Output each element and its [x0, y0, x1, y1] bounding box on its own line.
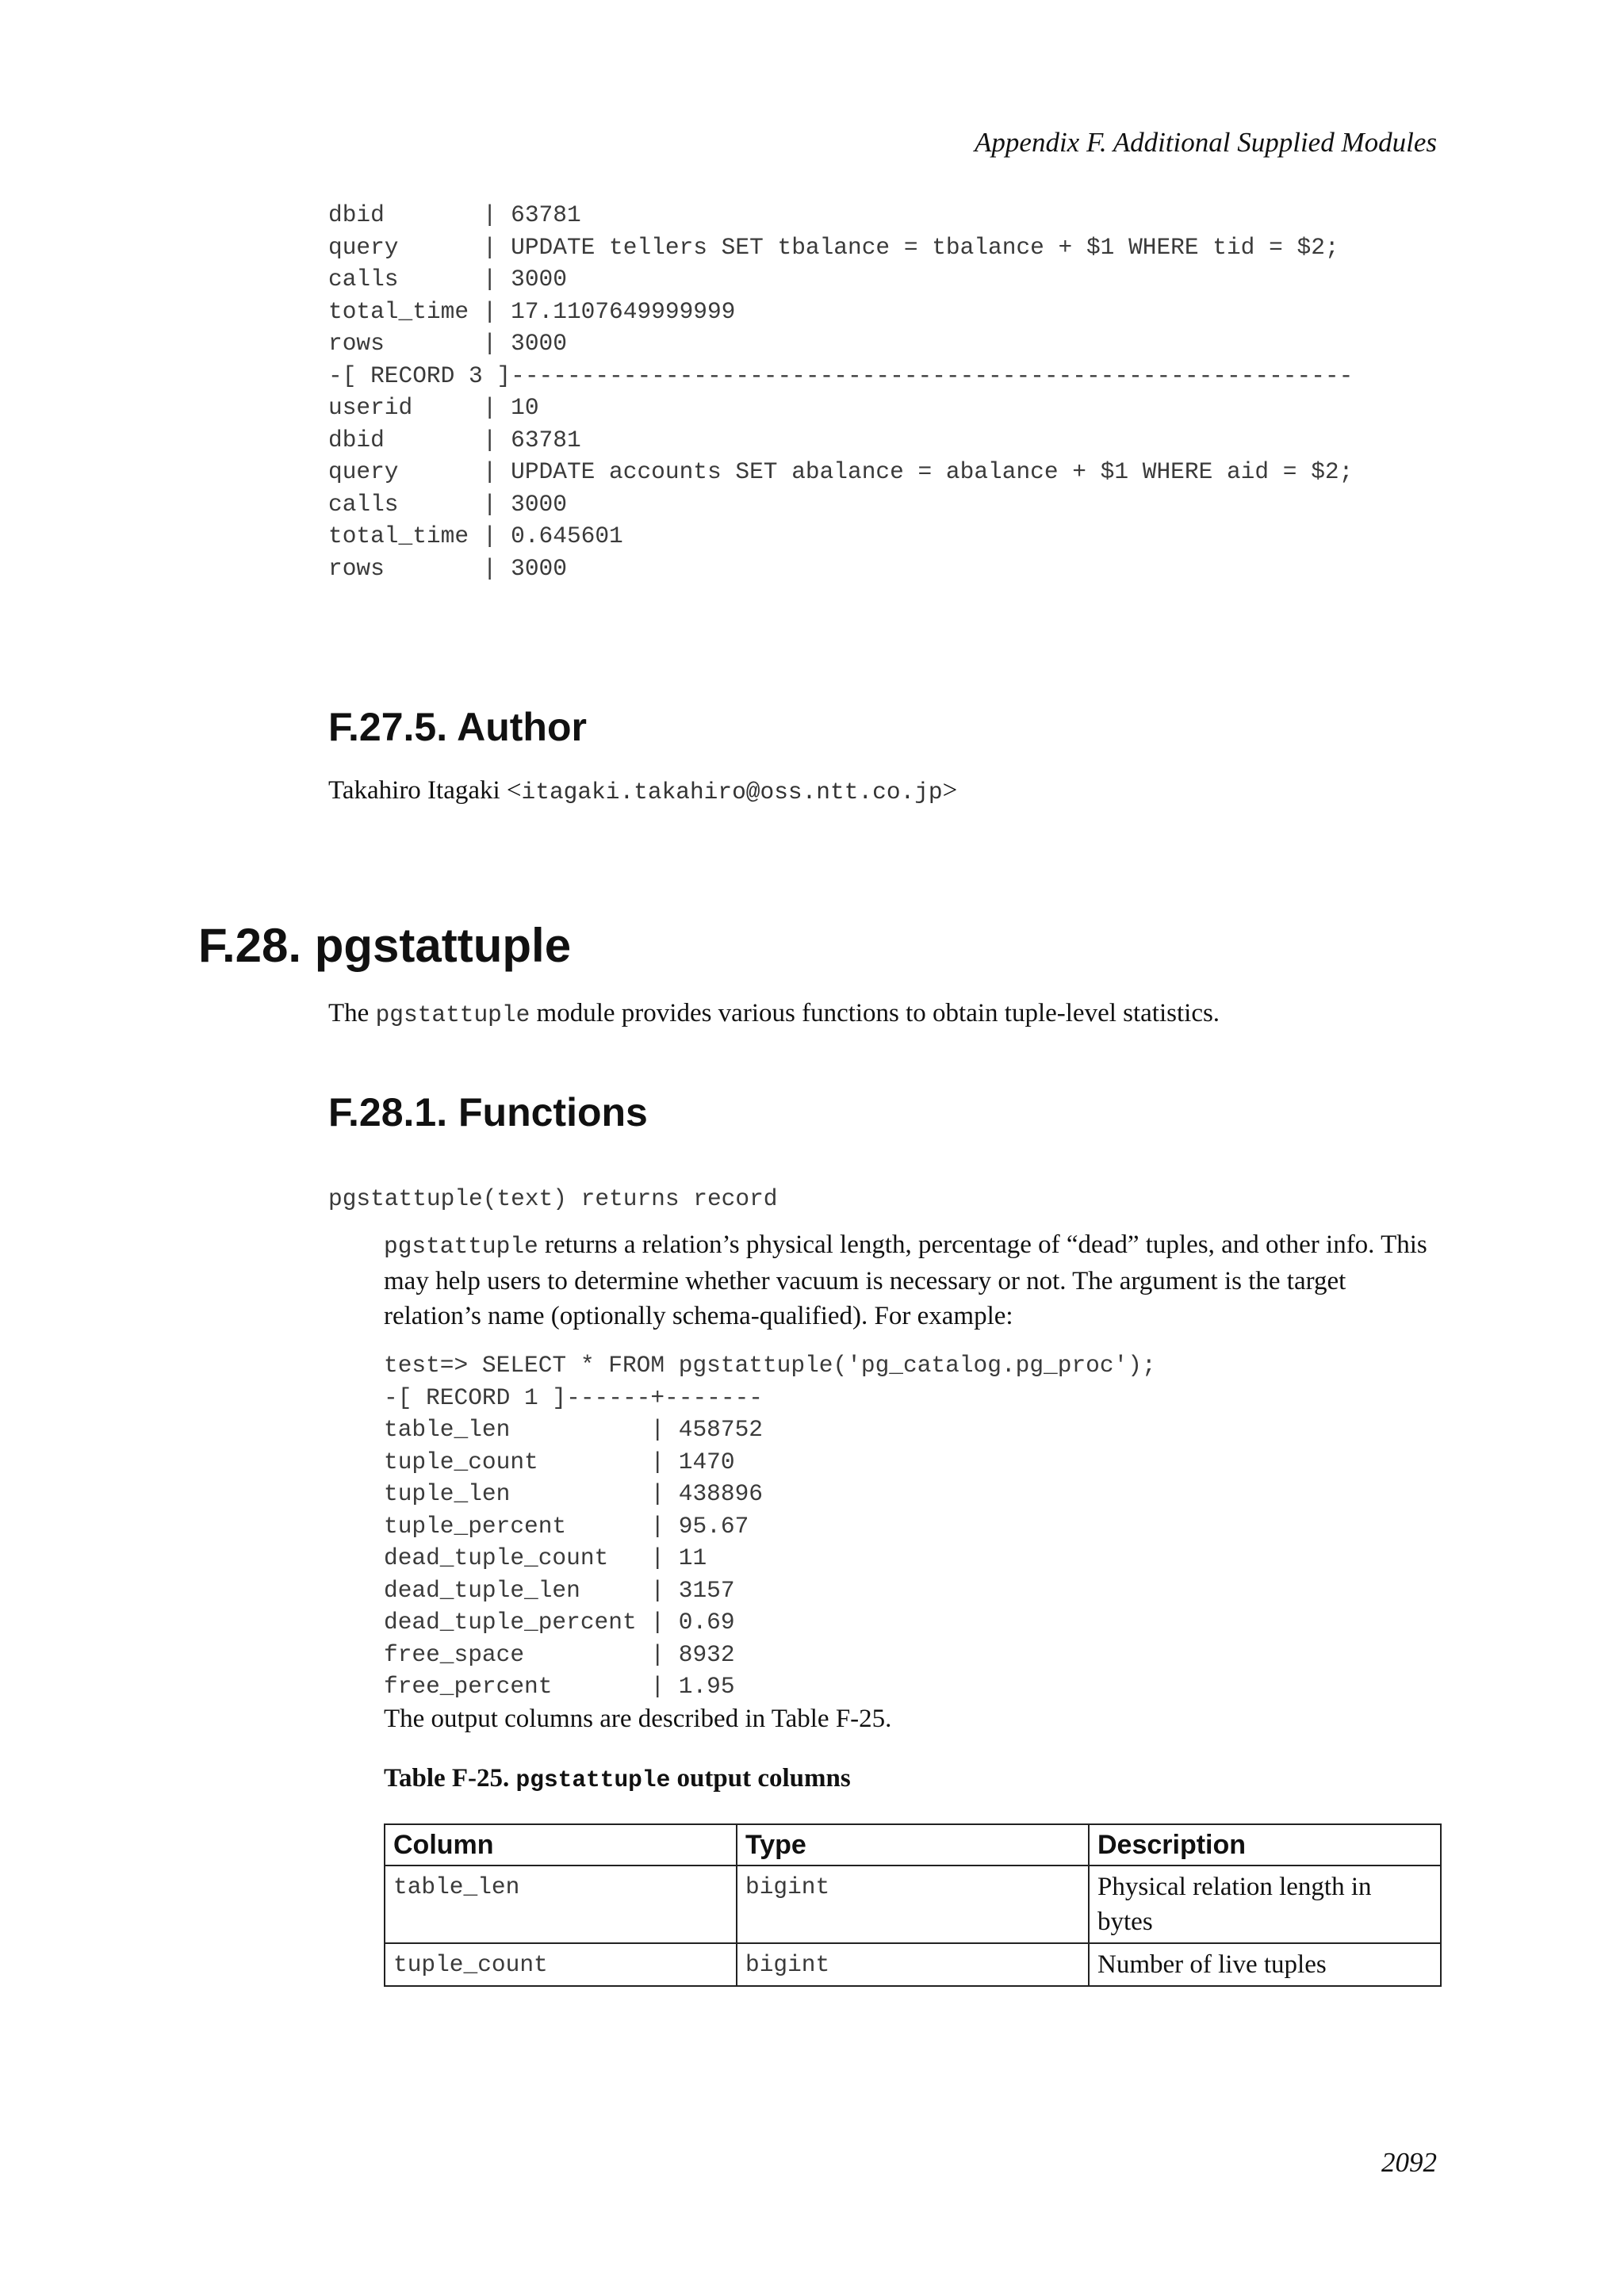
inline-code: pgstattuple	[515, 1766, 671, 1793]
chapter-intro: The pgstattuple module provides various functions to obtain tuple-level statistics.	[328, 999, 1220, 1028]
inline-code: pgstattuple	[375, 1001, 530, 1028]
code-line: dead_tuple_percent | 0.69	[384, 1609, 735, 1636]
function-description: pgstattuple returns a relation’s physical length, percentage of “dead” tuples, and other info. This may help users to determine whether vacuum is necessary or not. The argument is the target relation’s name (optionally schema-qualified). For example:	[384, 1230, 1427, 1330]
code-line: tuple_percent | 95.67	[384, 1512, 749, 1540]
code-line: query | UPDATE accounts SET abalance = abalance + $1 WHERE aid = $2;	[328, 458, 1354, 485]
code-line: free_percent | 1.95	[384, 1673, 735, 1700]
code-line: -[ RECORD 3 ]------------------------------------------------------------	[328, 362, 1354, 389]
table-caption: Table F-25. pgstattuple output columns	[384, 1764, 851, 1793]
column-header: Description	[1089, 1824, 1441, 1866]
code-line: table_len | 458752	[384, 1416, 763, 1443]
table-cell: tuple_count	[385, 1943, 737, 1986]
code-line: free_space | 8932	[384, 1640, 735, 1668]
table-row	[385, 1943, 1441, 1986]
page-number: 2092	[1381, 2147, 1437, 2178]
table-header-row	[385, 1824, 1441, 1866]
code-line: query | UPDATE tellers SET tbalance = tbalance + $1 WHERE tid = $2;	[328, 233, 1339, 261]
column-header: Type	[737, 1824, 1089, 1866]
table-cell: table_len	[385, 1866, 737, 1943]
table-cell: Number of live tuples	[1089, 1943, 1441, 1986]
query-output-code-block	[328, 199, 1353, 584]
table-cell: bigint	[737, 1943, 1089, 1986]
section-heading-author: F.27.5. Author	[328, 705, 587, 749]
table-reference-text: The output columns are described in Table F-25.	[384, 1705, 892, 1733]
author-name: Takahiro Itagaki <	[328, 776, 522, 805]
section-heading-functions: F.28.1. Functions	[328, 1090, 648, 1135]
inline-code: pgstattuple	[384, 1233, 538, 1260]
code-line: calls | 3000	[328, 490, 567, 518]
table-row	[385, 1866, 1441, 1943]
code-line: tuple_len | 438896	[384, 1480, 763, 1507]
code-line: userid | 10	[328, 394, 539, 421]
code-line: tuple_count | 1470	[384, 1448, 735, 1475]
code-line: total_time | 0.645601	[328, 522, 623, 549]
author-paragraph: Takahiro Itagaki <itagaki.takahiro@oss.ntt.co.jp>	[328, 776, 958, 806]
code-line: -[ RECORD 1 ]------+-------	[384, 1383, 763, 1411]
table-cell: Physical relation length in bytes	[1089, 1866, 1441, 1943]
column-header: Column	[385, 1824, 737, 1866]
code-line: dead_tuple_len | 3157	[384, 1576, 735, 1604]
code-line: rows | 3000	[328, 554, 567, 582]
code-line: dbid | 63781	[328, 426, 581, 453]
code-line: test=> SELECT * FROM pgstattuple('pg_catalog.pg_proc');	[384, 1352, 1156, 1379]
example-code-block	[384, 1349, 1156, 1703]
code-line: dead_tuple_count | 11	[384, 1544, 707, 1571]
code-line: calls | 3000	[328, 266, 567, 293]
function-signature: pgstattuple(text) returns record	[328, 1185, 778, 1212]
author-email: itagaki.takahiro@oss.ntt.co.jp	[521, 779, 943, 806]
code-line: rows | 3000	[328, 330, 567, 357]
running-header: Appendix F. Additional Supplied Modules	[975, 127, 1437, 158]
output-columns-table	[384, 1823, 1442, 1987]
chapter-heading: F.28. pgstattuple	[198, 919, 572, 972]
code-line: total_time | 17.1107649999999	[328, 297, 736, 325]
code-line: dbid | 63781	[328, 201, 581, 228]
table-cell: bigint	[737, 1866, 1089, 1943]
